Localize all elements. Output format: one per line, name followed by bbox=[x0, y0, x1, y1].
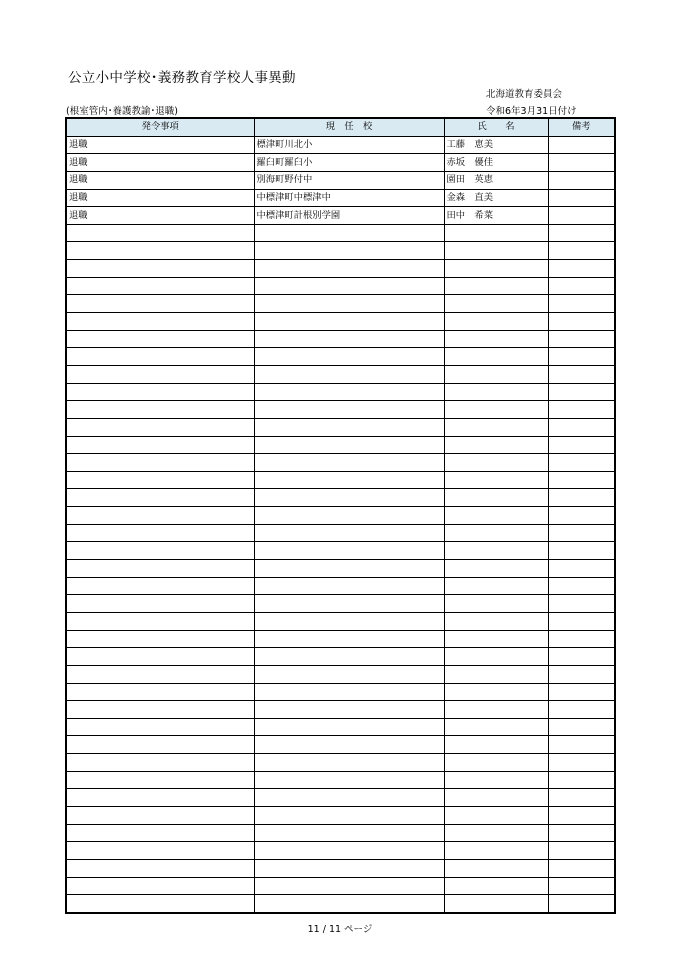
cell-current-school bbox=[254, 806, 444, 824]
table-row bbox=[66, 789, 615, 807]
cell-remarks bbox=[548, 648, 615, 666]
table-row bbox=[66, 436, 615, 454]
cell-name bbox=[444, 507, 548, 525]
table-row bbox=[66, 560, 615, 578]
table-row bbox=[66, 630, 615, 648]
cell-name bbox=[444, 330, 548, 348]
cell-appointment bbox=[66, 665, 254, 683]
cell-name bbox=[444, 542, 548, 560]
table-row bbox=[66, 824, 615, 842]
cell-current-school bbox=[254, 701, 444, 719]
cell-name bbox=[444, 454, 548, 472]
cell-remarks bbox=[548, 701, 615, 719]
table-row bbox=[66, 383, 615, 401]
cell-name bbox=[444, 418, 548, 436]
table-row bbox=[66, 171, 615, 189]
table-row bbox=[66, 295, 615, 313]
cell-appointment bbox=[66, 348, 254, 366]
table-row bbox=[66, 595, 615, 613]
cell-name bbox=[444, 436, 548, 454]
cell-current-school bbox=[254, 683, 444, 701]
cell-appointment bbox=[66, 754, 254, 772]
cell-name: 工藤 恵美 bbox=[444, 136, 548, 154]
cell-appointment bbox=[66, 718, 254, 736]
cell-current-school bbox=[254, 630, 444, 648]
cell-current-school bbox=[254, 789, 444, 807]
table-row bbox=[66, 507, 615, 525]
table-row bbox=[66, 348, 615, 366]
cell-current-school bbox=[254, 224, 444, 242]
cell-current-school bbox=[254, 895, 444, 913]
cell-name bbox=[444, 771, 548, 789]
cell-current-school bbox=[254, 842, 444, 860]
cell-name bbox=[444, 718, 548, 736]
table-row bbox=[66, 577, 615, 595]
document-subtitle: (根室管内･養護教諭･退職) bbox=[66, 106, 178, 117]
table-row bbox=[66, 683, 615, 701]
cell-appointment bbox=[66, 507, 254, 525]
cell-appointment bbox=[66, 330, 254, 348]
cell-remarks bbox=[548, 560, 615, 578]
table-row bbox=[66, 418, 615, 436]
table-row bbox=[66, 154, 615, 172]
cell-name bbox=[444, 683, 548, 701]
cell-name bbox=[444, 754, 548, 772]
cell-remarks bbox=[548, 154, 615, 172]
cell-appointment bbox=[66, 595, 254, 613]
cell-current-school bbox=[254, 507, 444, 525]
cell-appointment bbox=[66, 454, 254, 472]
table-row bbox=[66, 718, 615, 736]
table-row bbox=[66, 136, 615, 154]
cell-remarks bbox=[548, 577, 615, 595]
cell-current-school bbox=[254, 418, 444, 436]
cell-current-school: 羅臼町羅臼小 bbox=[254, 154, 444, 172]
table-row bbox=[66, 859, 615, 877]
cell-name bbox=[444, 648, 548, 666]
cell-appointment bbox=[66, 771, 254, 789]
cell-appointment: 退職 bbox=[66, 171, 254, 189]
cell-appointment bbox=[66, 648, 254, 666]
cell-remarks bbox=[548, 806, 615, 824]
cell-name bbox=[444, 789, 548, 807]
cell-remarks bbox=[548, 683, 615, 701]
cell-current-school bbox=[254, 330, 444, 348]
cell-name bbox=[444, 471, 548, 489]
issue-date: 令和6年3月31日付け bbox=[486, 106, 577, 117]
cell-name bbox=[444, 824, 548, 842]
header-row bbox=[66, 118, 615, 136]
cell-remarks bbox=[548, 383, 615, 401]
cell-remarks bbox=[548, 824, 615, 842]
cell-remarks bbox=[548, 277, 615, 295]
cell-current-school bbox=[254, 771, 444, 789]
cell-appointment bbox=[66, 877, 254, 895]
cell-appointment bbox=[66, 701, 254, 719]
cell-current-school bbox=[254, 401, 444, 419]
cell-appointment bbox=[66, 365, 254, 383]
cell-remarks bbox=[548, 348, 615, 366]
cell-current-school bbox=[254, 260, 444, 278]
cell-name bbox=[444, 736, 548, 754]
table-row bbox=[66, 665, 615, 683]
cell-appointment bbox=[66, 401, 254, 419]
cell-remarks bbox=[548, 136, 615, 154]
cell-remarks bbox=[548, 418, 615, 436]
cell-remarks bbox=[548, 771, 615, 789]
cell-appointment bbox=[66, 383, 254, 401]
personnel-table bbox=[65, 117, 616, 914]
cell-remarks bbox=[548, 401, 615, 419]
cell-name bbox=[444, 295, 548, 313]
cell-name bbox=[444, 665, 548, 683]
cell-remarks bbox=[548, 859, 615, 877]
cell-appointment bbox=[66, 577, 254, 595]
cell-appointment bbox=[66, 895, 254, 913]
cell-appointment bbox=[66, 630, 254, 648]
cell-name bbox=[444, 842, 548, 860]
table-row bbox=[66, 895, 615, 913]
cell-appointment bbox=[66, 736, 254, 754]
cell-name bbox=[444, 383, 548, 401]
cell-remarks bbox=[548, 189, 615, 207]
table-row bbox=[66, 842, 615, 860]
cell-remarks bbox=[548, 542, 615, 560]
table-row bbox=[66, 806, 615, 824]
table-row bbox=[66, 471, 615, 489]
cell-appointment bbox=[66, 418, 254, 436]
cell-name bbox=[444, 630, 548, 648]
cell-current-school bbox=[254, 471, 444, 489]
cell-name bbox=[444, 401, 548, 419]
cell-current-school bbox=[254, 877, 444, 895]
cell-current-school bbox=[254, 295, 444, 313]
cell-appointment bbox=[66, 683, 254, 701]
cell-appointment: 退職 bbox=[66, 207, 254, 225]
cell-remarks bbox=[548, 330, 615, 348]
table-header bbox=[66, 118, 615, 136]
cell-name: 田中 希菜 bbox=[444, 207, 548, 225]
table-row bbox=[66, 260, 615, 278]
cell-remarks bbox=[548, 842, 615, 860]
cell-current-school bbox=[254, 859, 444, 877]
cell-appointment bbox=[66, 789, 254, 807]
table-row bbox=[66, 612, 615, 630]
table-row bbox=[66, 736, 615, 754]
table-row bbox=[66, 207, 615, 225]
cell-appointment bbox=[66, 560, 254, 578]
cell-remarks bbox=[548, 207, 615, 225]
cell-name bbox=[444, 560, 548, 578]
cell-name bbox=[444, 612, 548, 630]
cell-name bbox=[444, 260, 548, 278]
cell-name bbox=[444, 348, 548, 366]
table-row bbox=[66, 542, 615, 560]
cell-remarks bbox=[548, 295, 615, 313]
cell-remarks bbox=[548, 612, 615, 630]
cell-appointment bbox=[66, 242, 254, 260]
cell-appointment bbox=[66, 471, 254, 489]
cell-remarks bbox=[548, 365, 615, 383]
cell-remarks bbox=[548, 754, 615, 772]
cell-appointment bbox=[66, 260, 254, 278]
table-row bbox=[66, 754, 615, 772]
cell-remarks bbox=[548, 507, 615, 525]
cell-remarks bbox=[548, 630, 615, 648]
table-body bbox=[66, 136, 615, 913]
cell-name bbox=[444, 595, 548, 613]
cell-name: 金森 直美 bbox=[444, 189, 548, 207]
cell-remarks bbox=[548, 877, 615, 895]
cell-appointment bbox=[66, 224, 254, 242]
cell-remarks bbox=[548, 895, 615, 913]
cell-remarks bbox=[548, 736, 615, 754]
cell-name bbox=[444, 489, 548, 507]
cell-current-school bbox=[254, 595, 444, 613]
table-row bbox=[66, 224, 615, 242]
table-row bbox=[66, 489, 615, 507]
cell-name bbox=[444, 701, 548, 719]
cell-name bbox=[444, 895, 548, 913]
cell-remarks bbox=[548, 242, 615, 260]
cell-current-school bbox=[254, 348, 444, 366]
cell-remarks bbox=[548, 718, 615, 736]
cell-appointment bbox=[66, 313, 254, 331]
document-title: 公立小中学校･義務教育学校人事異動 bbox=[68, 70, 296, 86]
cell-remarks bbox=[548, 313, 615, 331]
cell-current-school bbox=[254, 665, 444, 683]
table-row bbox=[66, 189, 615, 207]
cell-name bbox=[444, 242, 548, 260]
cell-remarks bbox=[548, 171, 615, 189]
table-row bbox=[66, 365, 615, 383]
cell-remarks bbox=[548, 665, 615, 683]
cell-remarks bbox=[548, 471, 615, 489]
table-row bbox=[66, 401, 615, 419]
cell-current-school bbox=[254, 542, 444, 560]
cell-appointment: 退職 bbox=[66, 189, 254, 207]
cell-current-school bbox=[254, 365, 444, 383]
cell-remarks bbox=[548, 260, 615, 278]
header-name: 氏 名 bbox=[444, 118, 548, 136]
cell-current-school: 標津町川北小 bbox=[254, 136, 444, 154]
cell-current-school bbox=[254, 454, 444, 472]
header-appointment: 発令事項 bbox=[66, 118, 254, 136]
page-number: 11 / 11 ページ bbox=[307, 924, 373, 935]
cell-appointment bbox=[66, 489, 254, 507]
header-remarks: 備考 bbox=[548, 118, 615, 136]
cell-current-school bbox=[254, 718, 444, 736]
cell-appointment bbox=[66, 436, 254, 454]
table-row bbox=[66, 701, 615, 719]
cell-name bbox=[444, 277, 548, 295]
cell-current-school bbox=[254, 436, 444, 454]
cell-appointment: 退職 bbox=[66, 136, 254, 154]
cell-current-school bbox=[254, 489, 444, 507]
cell-appointment bbox=[66, 806, 254, 824]
cell-current-school bbox=[254, 577, 444, 595]
cell-current-school: 中標津町計根別学園 bbox=[254, 207, 444, 225]
table-row bbox=[66, 330, 615, 348]
cell-name bbox=[444, 224, 548, 242]
cell-appointment: 退職 bbox=[66, 154, 254, 172]
organization-name: 北海道教育委員会 bbox=[486, 89, 563, 100]
cell-appointment bbox=[66, 295, 254, 313]
table-row bbox=[66, 877, 615, 895]
cell-remarks bbox=[548, 789, 615, 807]
cell-name bbox=[444, 313, 548, 331]
cell-name bbox=[444, 524, 548, 542]
cell-remarks bbox=[548, 454, 615, 472]
table-row bbox=[66, 242, 615, 260]
cell-name bbox=[444, 806, 548, 824]
cell-current-school bbox=[254, 242, 444, 260]
cell-remarks bbox=[548, 489, 615, 507]
cell-name bbox=[444, 877, 548, 895]
header-current-school: 現 任 校 bbox=[254, 118, 444, 136]
cell-name: 赤坂 優佳 bbox=[444, 154, 548, 172]
cell-appointment bbox=[66, 824, 254, 842]
cell-remarks bbox=[548, 524, 615, 542]
table-row bbox=[66, 313, 615, 331]
cell-current-school bbox=[254, 313, 444, 331]
cell-remarks bbox=[548, 436, 615, 454]
cell-name bbox=[444, 365, 548, 383]
cell-name bbox=[444, 859, 548, 877]
cell-current-school bbox=[254, 612, 444, 630]
table-row bbox=[66, 454, 615, 472]
cell-appointment bbox=[66, 612, 254, 630]
cell-current-school bbox=[254, 754, 444, 772]
cell-appointment bbox=[66, 842, 254, 860]
cell-name: 園田 英恵 bbox=[444, 171, 548, 189]
cell-current-school bbox=[254, 560, 444, 578]
cell-current-school bbox=[254, 383, 444, 401]
cell-current-school bbox=[254, 824, 444, 842]
cell-current-school bbox=[254, 277, 444, 295]
cell-appointment bbox=[66, 524, 254, 542]
cell-current-school bbox=[254, 736, 444, 754]
table-row bbox=[66, 648, 615, 666]
cell-remarks bbox=[548, 224, 615, 242]
cell-appointment bbox=[66, 542, 254, 560]
table-row bbox=[66, 771, 615, 789]
table-row bbox=[66, 524, 615, 542]
cell-remarks bbox=[548, 595, 615, 613]
cell-name bbox=[444, 577, 548, 595]
cell-appointment bbox=[66, 277, 254, 295]
cell-current-school bbox=[254, 524, 444, 542]
table-row bbox=[66, 277, 615, 295]
cell-appointment bbox=[66, 859, 254, 877]
cell-current-school: 別海町野付中 bbox=[254, 171, 444, 189]
cell-current-school bbox=[254, 648, 444, 666]
cell-current-school: 中標津町中標津中 bbox=[254, 189, 444, 207]
